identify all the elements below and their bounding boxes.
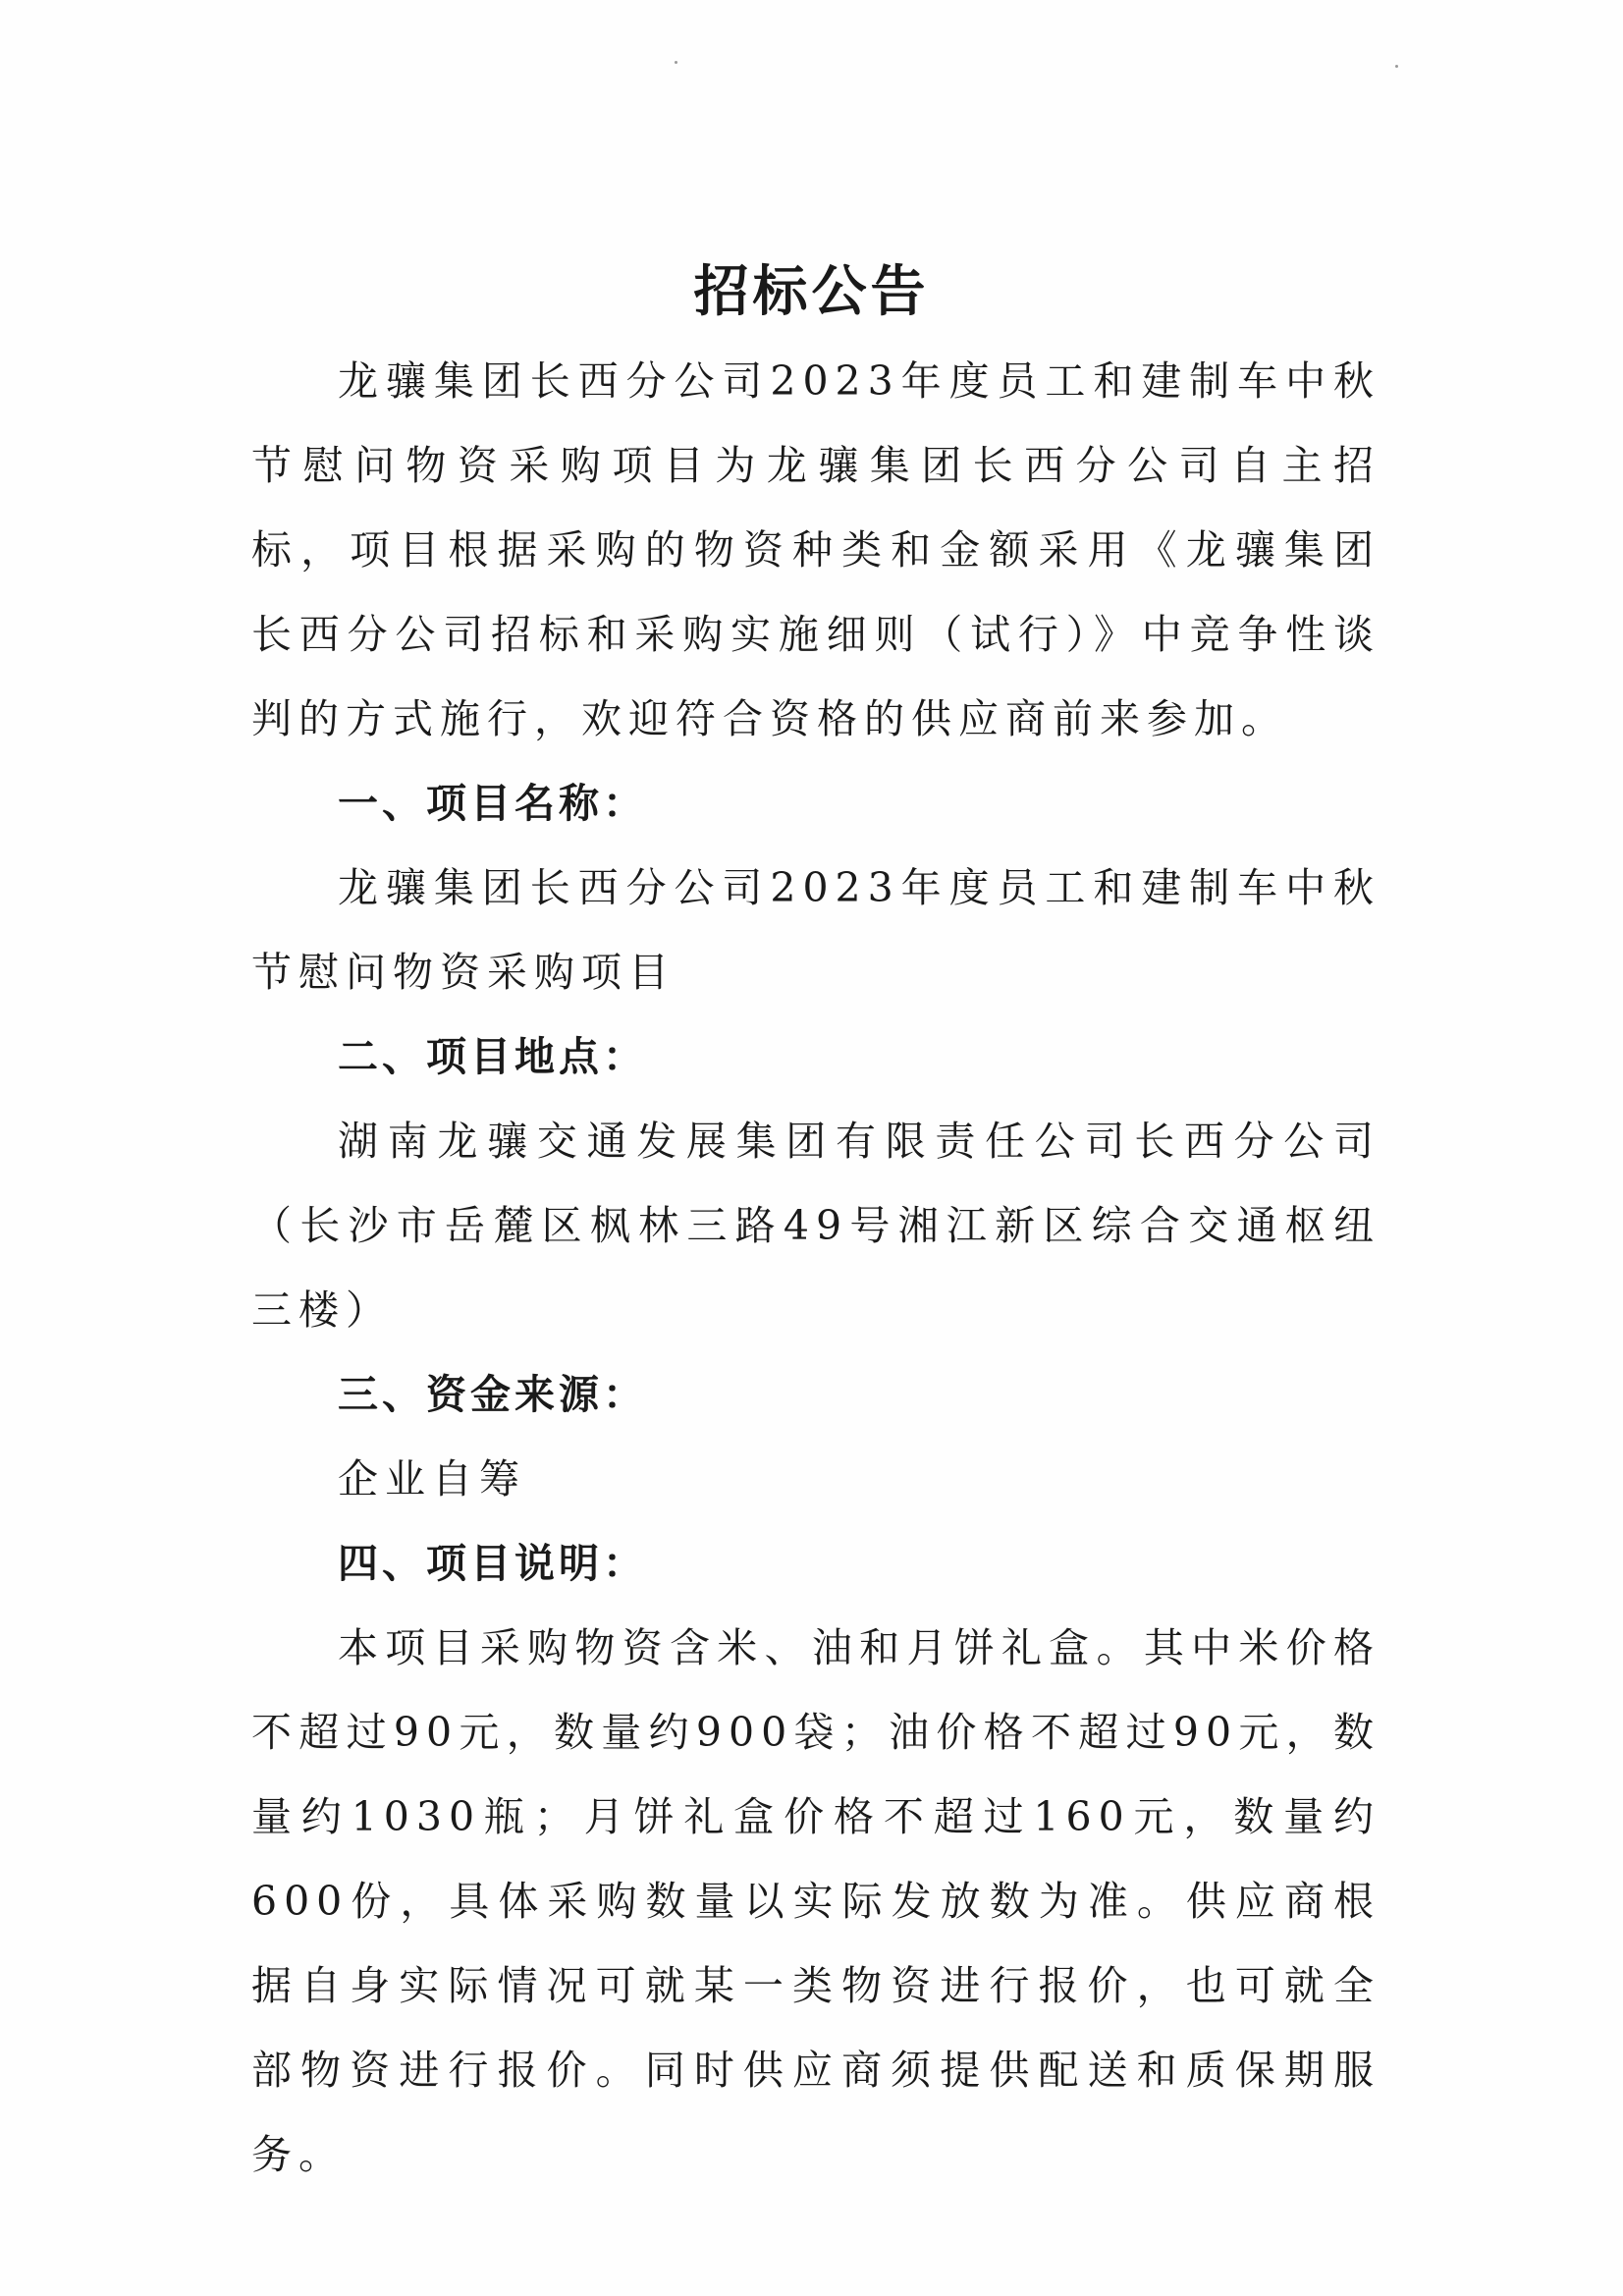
scan-speck bbox=[675, 61, 677, 64]
section-heading-funding-source: 三、资金来源： bbox=[338, 1371, 647, 1418]
document-title: 招标公告 bbox=[693, 259, 930, 324]
scan-speck bbox=[1395, 65, 1398, 68]
intro-paragraph: 龙骧集团长西分公司2023年度员工和建制车中秋节慰问物资采购项目为龙骧集团长西分公司自主招标，项目根据采购的物资种类和金额采用《龙骧集团长西分公司招标和采购实施细则（试行）》中竞争性谈判的方式施行，欢迎符合资格的供应商前来参加。 bbox=[251, 357, 1380, 742]
section-heading-project-location: 二、项目地点： bbox=[338, 1033, 647, 1080]
section-heading-project-description: 四、项目说明： bbox=[338, 1540, 647, 1587]
section-body-project-description: 本项目采购物资含米、油和月饼礼盒。其中米价格不超过90元，数量约900袋；油价格不超过90元，数量约1030瓶；月饼礼盒价格不超过160元，数量约600份，具体采购数量以实际发放数为准。供应商根据自身实际情况可就某一类物资进行报价，也可就全部物资进行报价。同时供应商须提供配送和质保期服务。 bbox=[251, 1624, 1380, 2178]
section-body-funding-source: 企业自筹 bbox=[338, 1455, 526, 1503]
section-body-project-name: 龙骧集团长西分公司2023年度员工和建制车中秋节慰问物资采购项目 bbox=[251, 864, 1380, 996]
section-body-project-location: 湖南龙骧交通发展集团有限责任公司长西分公司（长沙市岳麓区枫林三路49号湘江新区综合交通枢纽三楼） bbox=[251, 1118, 1380, 1334]
section-heading-project-name: 一、项目名称： bbox=[338, 780, 647, 827]
document-body bbox=[251, 339, 1380, 2197]
